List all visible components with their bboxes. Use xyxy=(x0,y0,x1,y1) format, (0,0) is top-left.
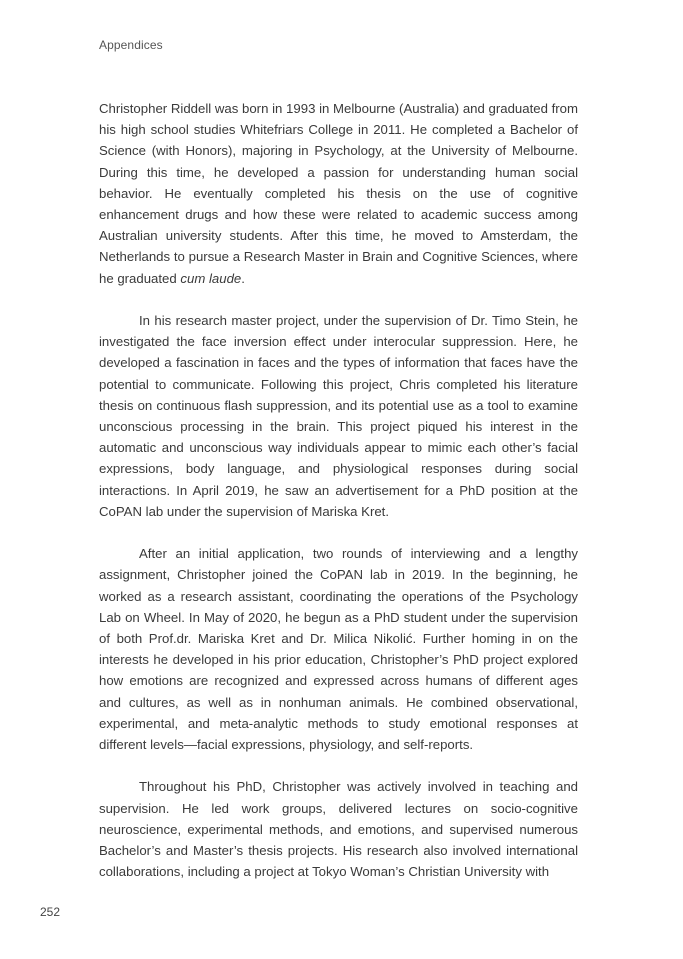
paragraph-biography-intro xyxy=(99,98,578,289)
paragraph-1-end: . xyxy=(241,270,245,286)
page-number: 252 xyxy=(40,905,61,919)
paragraph-1-italic: cum laude xyxy=(180,270,242,286)
paragraph-phd-start: After an initial application, two rounds of interviewing and a lengthy assignment, Christopher joined the CoPAN lab in 2019. In the beginning, he worked as a research assistant, coordinating the operations of the Psychology Lab on Wheel. In May of 2020, he begun as a PhD student under the supervision of both Prof.dr. Mariska Kret and Dr. Milica Nikolić. Further homing in on the interests he developed in his prior education, Christopher’s PhD project explored how emotions are recognized and expressed across humans of different ages and cultures, as well as in nonhuman animals. He combined observational, experimental, and meta-analytic methods to study emotional responses at different levels—facial expressions, physiology, and self-reports. xyxy=(99,546,578,753)
page-body xyxy=(99,98,578,882)
paragraph-teaching: Throughout his PhD, Christopher was actively involved in teaching and supervision. He led work groups, delivered lectures on socio-cognitive neuroscience, experimental methods, and emotions, and supervised numerous Bachelor’s and Master’s thesis projects. His research also involved international collaborations, including a project at Tokyo Woman’s Christian University with xyxy=(99,779,578,880)
running-header: Appendices xyxy=(99,38,163,52)
paragraph-research-master: In his research master project, under the supervision of Dr. Timo Stein, he investigated the face inversion effect under interocular suppression. Here, he developed a fascination in faces and the types of information that faces have the potential to communicate. Following this project, Chris completed his literature thesis on continuous flash suppression, and its potential use as a tool to examine unconscious processing in the brain. This project piqued his interest in the automatic and unconscious way individuals appear to mimic each other’s facial expressions, body language, and physiological responses during social interactions. In April 2019, he saw an advertisement for a PhD position at the CoPAN lab under the supervision of Mariska Kret. xyxy=(99,313,578,519)
paragraph-1-text: Christopher Riddell was born in 1993 in Melbourne (Australia) and graduated from his high school studies Whitefriars College in 2011. He completed a Bachelor of Science (with Honors), majoring in Psychology, at the University of Melbourne. During this time, he developed a passion for understanding human social behavior. He eventually completed his thesis on the use of cognitive enhancement drugs and how these were related to academic success among Australian university students. After this time, he moved to Amsterdam, the Netherlands to pursue a Research Master in Brain and Cognitive Sciences, where he graduated xyxy=(99,101,578,286)
